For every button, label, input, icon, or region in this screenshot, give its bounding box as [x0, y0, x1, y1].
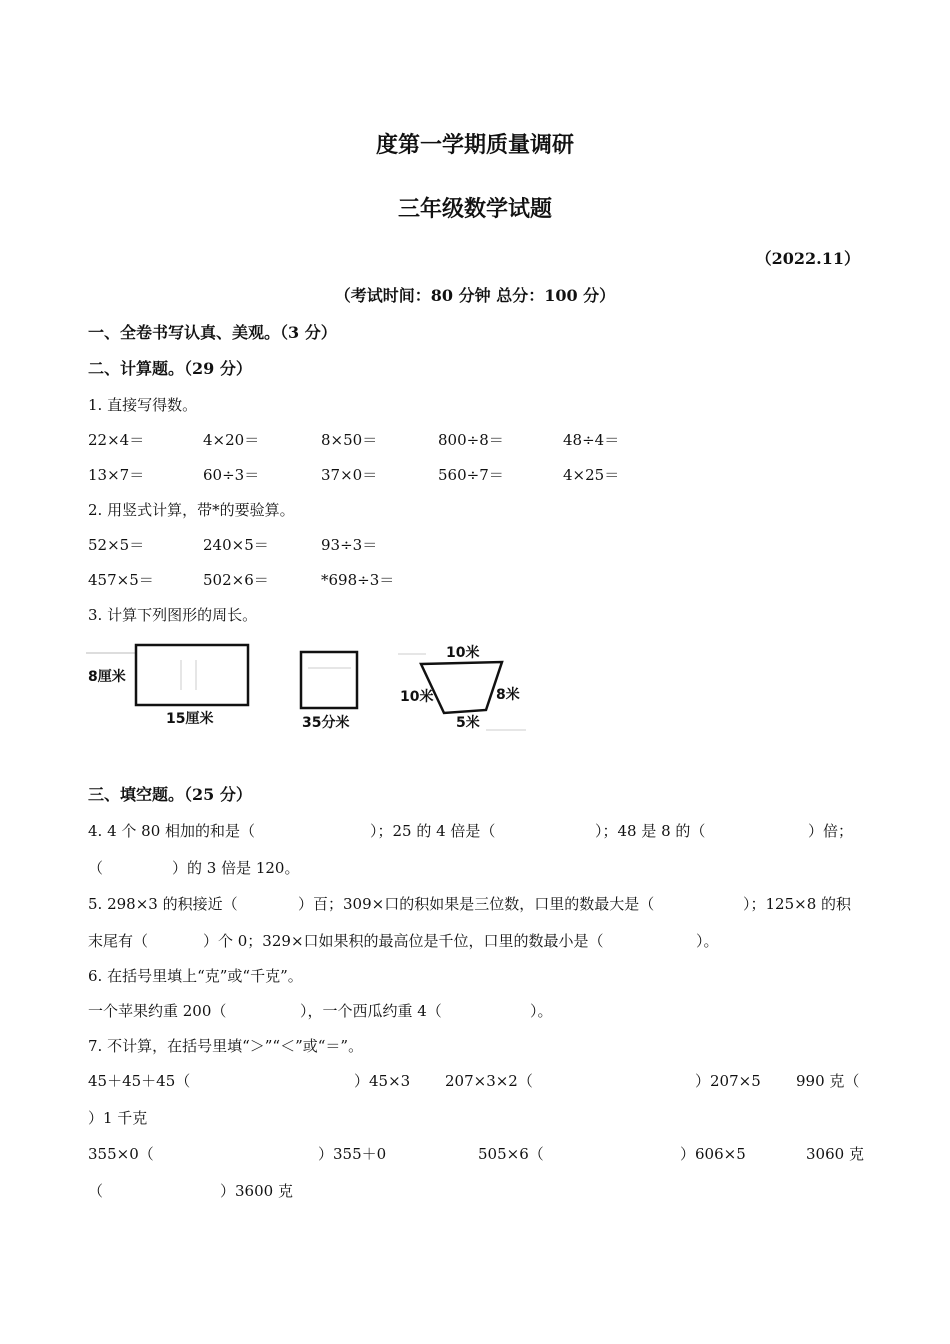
- q5-text: ）；125×8 的积: [743, 895, 852, 913]
- q7-text: 505×6（: [478, 1145, 544, 1163]
- q1-item: 560÷7＝: [438, 466, 504, 484]
- q5-text: 5. 298×3 的积接近（: [88, 895, 238, 913]
- q2-item: 93÷3＝: [321, 536, 378, 554]
- q1-item: 48÷4＝: [563, 431, 620, 449]
- q1-item: 4×20＝: [203, 431, 260, 449]
- q2-prompt: 2. 用竖式计算，带*的要验算。: [88, 501, 295, 519]
- q7-text: （: [88, 1182, 104, 1200]
- q4-text: ）倍；: [808, 822, 854, 840]
- q6-text: ）。: [530, 1002, 553, 1020]
- q4-text: ）的 3 倍是 120。: [172, 859, 300, 877]
- q7-text: ）207×5: [695, 1072, 761, 1090]
- q5-text: ）。: [696, 932, 719, 950]
- exam-info: （考试时间：80 分钟 总分：100 分）: [334, 286, 616, 305]
- q1-item: 4×25＝: [563, 466, 620, 484]
- doc-title-2: 三年级数学试题: [397, 196, 552, 222]
- q2-item: 52×5＝: [88, 536, 145, 554]
- q1-item: 800÷8＝: [438, 431, 504, 449]
- q7-text: 990 克（: [796, 1072, 860, 1090]
- q7-text: ）355＋0: [318, 1145, 387, 1163]
- trapezoid-figure: [396, 640, 536, 736]
- q6-prompt: 6. 在括号里填上“克”或“千克”。: [88, 967, 303, 985]
- q4-text: ）；25 的 4 倍是（: [370, 822, 496, 840]
- square-side-label: 35分米: [302, 715, 350, 731]
- q1-prompt: 1. 直接写得数。: [88, 396, 198, 414]
- rectangle-height-label: 8厘米: [88, 669, 126, 685]
- square-figure: [296, 648, 376, 734]
- q7-text: ）1 千克: [88, 1109, 148, 1127]
- q7-text: ）3600 克: [220, 1182, 293, 1200]
- q2-item: 457×5＝: [88, 571, 154, 589]
- q6-text: ），一个西瓜约重 4（: [300, 1002, 442, 1020]
- q5-text: ）百；309×口的积如果是三位数，口里的数最大是（: [298, 895, 655, 913]
- q6-text: 一个苹果约重 200（: [88, 1002, 227, 1020]
- q4-text: （: [88, 859, 104, 877]
- rectangle-width-label: 15厘米: [166, 711, 214, 727]
- q7-prompt: 7. 不计算，在括号里填“＞”“＜”或“＝”。: [88, 1037, 364, 1055]
- q2-item: 502×6＝: [203, 571, 269, 589]
- trapezoid-top-label: 10米: [446, 645, 480, 661]
- q7-text: ）45×3: [354, 1072, 411, 1090]
- trapezoid-left-label: 10米: [400, 689, 434, 705]
- q1-item: 60÷3＝: [203, 466, 260, 484]
- trapezoid-right-label: 8米: [496, 687, 520, 703]
- square-shape: [296, 648, 376, 712]
- q1-item: 13×7＝: [88, 466, 145, 484]
- section2-heading: 二、计算题。（29 分）: [88, 359, 252, 378]
- exam-date: （2022.11）: [755, 249, 860, 268]
- section3-heading: 三、填空题。（25 分）: [88, 785, 252, 804]
- q1-item: 22×4＝: [88, 431, 145, 449]
- q2-item: 240×5＝: [203, 536, 269, 554]
- q2-item: *698÷3＝: [321, 571, 395, 589]
- section1-heading: 一、全卷书写认真、美观。（3 分）: [88, 323, 337, 342]
- q5-text: 末尾有（: [88, 932, 149, 950]
- q7-text: ）606×5: [680, 1145, 746, 1163]
- q7-text: 3060 克: [806, 1145, 864, 1163]
- q7-text: 355×0（: [88, 1145, 154, 1163]
- q3-prompt: 3. 计算下列图形的周长。: [88, 606, 258, 624]
- rectangle-figure: [86, 640, 256, 730]
- q5-text: ）个 0；329×口如果积的最高位是千位，口里的数最小是（: [203, 932, 604, 950]
- q4-text: 4. 4 个 80 相加的和是（: [88, 822, 256, 840]
- doc-title-1: 度第一学期质量调研: [375, 132, 574, 158]
- q4-text: ）；48 是 8 的（: [595, 822, 706, 840]
- q7-text: 207×3×2（: [445, 1072, 533, 1090]
- q1-item: 8×50＝: [321, 431, 378, 449]
- q7-text: 45＋45＋45（: [88, 1072, 191, 1090]
- q1-item: 37×0＝: [321, 466, 378, 484]
- trapezoid-bottom-label: 5米: [456, 715, 480, 731]
